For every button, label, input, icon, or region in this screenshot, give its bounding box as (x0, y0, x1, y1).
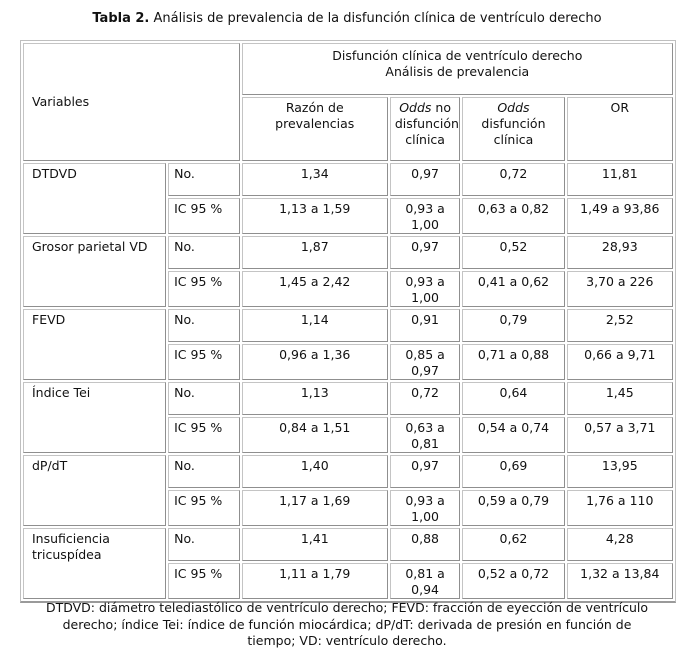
value-cell: 0,71 a 0,88 (462, 344, 564, 380)
value-cell: 0,59 a 0,79 (462, 490, 564, 526)
header-col-razon (242, 97, 388, 161)
value-cell: 13,95 (567, 455, 673, 488)
value-cell: 0,85 a 0,97 (390, 344, 461, 380)
value-cell: 1,14 (242, 309, 388, 342)
value-cell: 0,93 a 1,00 (390, 490, 461, 526)
value-cell: 1,40 (242, 455, 388, 488)
variable-cell: Índice Tei (23, 382, 166, 453)
header-col-odds-italic: Odds (497, 100, 530, 115)
value-cell: 1,11 a 1,79 (242, 563, 388, 599)
value-cell: 0,62 (462, 528, 564, 561)
table-row (23, 236, 673, 269)
table-title (0, 11, 694, 27)
value-cell: 0,72 (462, 163, 564, 196)
table-row (23, 455, 673, 488)
row-label-cell: IC 95 % (168, 271, 240, 307)
value-cell: 0,93 a 1,00 (390, 198, 461, 234)
variable-cell: DTDVD (23, 163, 166, 234)
header-variables-text: Variables (32, 94, 90, 109)
header-col-odds-line2: disfunción (481, 116, 546, 131)
value-cell: 0,88 (390, 528, 461, 561)
footnote: DTDVD: diámetro telediastólico de ventrículo derecho; FEVD: fracción de eyección de ventrículo derecho; índice Tei: índice de función miocárdica; dP/dT: derivada de presión en función de tiempo; VD: ventrículo derecho. (45, 600, 649, 648)
value-cell: 0,54 a 0,74 (462, 417, 564, 453)
variable-cell: FEVD (23, 309, 166, 380)
row-label-cell: IC 95 % (168, 198, 240, 234)
header-col-odds (462, 97, 564, 161)
row-label-cell: IC 95 % (168, 563, 240, 599)
value-cell: 1,87 (242, 236, 388, 269)
header-col-or (567, 97, 673, 161)
table-row (23, 382, 673, 415)
value-cell: 3,70 a 226 (567, 271, 673, 307)
value-cell: 0,52 a 0,72 (462, 563, 564, 599)
value-cell: 0,69 (462, 455, 564, 488)
value-cell: 0,64 (462, 382, 564, 415)
value-cell: 1,13 a 1,59 (242, 198, 388, 234)
row-label-cell: No. (168, 236, 240, 269)
value-cell: 1,34 (242, 163, 388, 196)
header-col-or-text: OR (610, 100, 630, 115)
value-cell: 0,79 (462, 309, 564, 342)
header-col-odds-line3: clínica (493, 132, 534, 147)
value-cell: 1,45 a 2,42 (242, 271, 388, 307)
header-col-odds-no-line2: disfunción (394, 116, 459, 131)
value-cell: 11,81 (567, 163, 673, 196)
header-col-odds-no-italic: Odds (399, 100, 432, 115)
value-cell: 28,93 (567, 236, 673, 269)
value-cell: 0,66 a 9,71 (567, 344, 673, 380)
table-row (23, 528, 673, 561)
table-row (23, 163, 673, 196)
variable-cell: dP/dT (23, 455, 166, 526)
value-cell: 0,97 (390, 163, 461, 196)
value-cell: 0,57 a 3,71 (567, 417, 673, 453)
header-col-odds-no-rest: no (431, 100, 451, 115)
header-group-line2: Análisis de prevalencia (385, 64, 530, 79)
value-cell: 1,45 (567, 382, 673, 415)
value-cell: 0,81 a 0,94 (390, 563, 461, 599)
value-cell: 1,49 a 93,86 (567, 198, 673, 234)
prevalence-table (20, 40, 676, 603)
row-label-cell: No. (168, 309, 240, 342)
value-cell: 1,32 a 13,84 (567, 563, 673, 599)
header-col-odds-no (390, 97, 461, 161)
header-group (242, 43, 673, 95)
value-cell: 0,96 a 1,36 (242, 344, 388, 380)
value-cell: 0,63 a 0,81 (390, 417, 461, 453)
header-col-odds-no-line3: clínica (405, 132, 445, 147)
table-row (23, 309, 673, 342)
value-cell: 1,41 (242, 528, 388, 561)
value-cell: 1,17 a 1,69 (242, 490, 388, 526)
value-cell: 0,84 a 1,51 (242, 417, 388, 453)
header-col-razon-line1: Razón de (285, 100, 344, 115)
table-title-text: Análisis de prevalencia de la disfunción clínica de ventrículo derecho (153, 11, 602, 26)
row-label-cell: No. (168, 163, 240, 196)
value-cell: 0,72 (390, 382, 461, 415)
value-cell: 1,76 a 110 (567, 490, 673, 526)
value-cell: 0,63 a 0,82 (462, 198, 564, 234)
value-cell: 1,13 (242, 382, 388, 415)
row-label-cell: No. (168, 382, 240, 415)
value-cell: 0,52 (462, 236, 564, 269)
value-cell: 0,91 (390, 309, 461, 342)
variable-cell: Insuficiencia tricuspídea (23, 528, 166, 599)
row-label-cell: IC 95 % (168, 490, 240, 526)
row-label-cell: No. (168, 455, 240, 488)
header-group-line1: Disfunción clínica de ventrículo derecho (332, 48, 583, 63)
variable-cell: Grosor parietal VD (23, 236, 166, 307)
value-cell: 0,97 (390, 455, 461, 488)
value-cell: 4,28 (567, 528, 673, 561)
row-label-cell: IC 95 % (168, 344, 240, 380)
row-label-cell: No. (168, 528, 240, 561)
header-col-razon-line2: prevalencias (275, 116, 355, 131)
value-cell: 2,52 (567, 309, 673, 342)
header-variables (23, 43, 240, 161)
table-title-label: Tabla 2. (92, 11, 150, 26)
value-cell: 0,93 a 1,00 (390, 271, 461, 307)
row-label-cell: IC 95 % (168, 417, 240, 453)
value-cell: 0,41 a 0,62 (462, 271, 564, 307)
value-cell: 0,97 (390, 236, 461, 269)
